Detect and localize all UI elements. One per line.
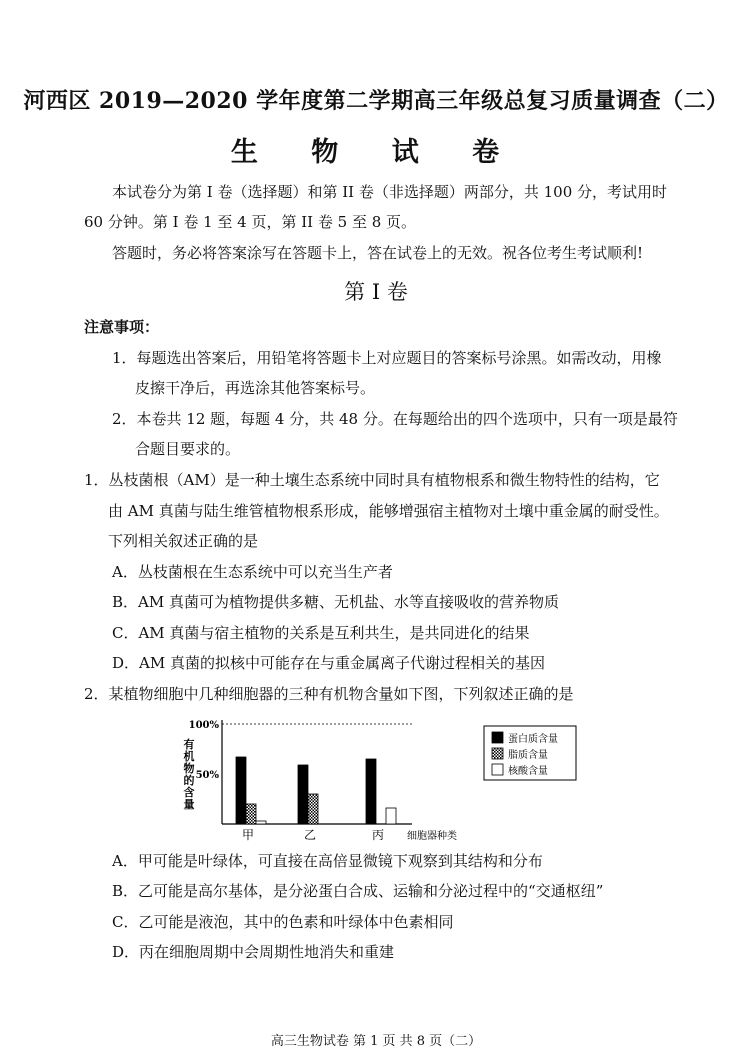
y-axis-label-char: 的	[183, 774, 195, 787]
exam-title: 河西区 2019—2020 学年度第二学期高三年级总复习质量调查（二）	[23, 88, 729, 114]
q1-stem-line-1: 1．丛枝菌根（AM）是一种土壤生态系统中同时具有植物根系和微生物特性的结构，它	[84, 471, 660, 489]
bar-甲-脂质含量	[246, 804, 256, 824]
y-axis-label-char: 含	[183, 786, 195, 799]
bar-丙-核酸含量	[386, 808, 396, 824]
notes-heading: 注意事项：	[84, 318, 160, 336]
legend-swatch	[492, 764, 503, 775]
q1-stem-line-2: 由 AM 真菌与陆生维管植物根系形成，能够增强宿主植物对土壤中重金属的耐受性。	[108, 502, 669, 520]
intro-line-2: 60 分钟。第 I 卷 1 至 4 页，第 II 卷 5 至 8 页。	[84, 213, 417, 231]
bar-甲-核酸含量	[256, 821, 266, 824]
bar-乙-蛋白质含量	[298, 765, 308, 824]
q2-option-b: B．乙可能是高尔基体，是分泌蛋白合成、运输和分泌过程中的“交通枢纽”	[112, 882, 604, 900]
note-2-line-2: 合题目要求的。	[135, 440, 241, 458]
q2-option-d: D．丙在细胞周期中会周期性地消失和重建	[112, 943, 395, 961]
intro-line-3: 答题时，务必将答案涂写在答题卡上，答在试卷上的无效。祝各位考生考试顺利!	[112, 244, 644, 262]
legend-swatch	[492, 748, 503, 759]
organelle-content-chart	[170, 712, 590, 846]
exam-subtitle: 生 物 试 卷	[230, 137, 522, 168]
legend-label: 蛋白质含量	[508, 734, 558, 745]
x-tick-label: 乙	[303, 828, 317, 842]
q2-option-c: C．乙可能是液泡，其中的色素和叶绿体中色素相同	[112, 913, 454, 931]
note-2-line-1: 2．本卷共 12 题，每题 4 分，共 48 分。在每题给出的四个选项中，只有一项是最符	[112, 410, 678, 428]
q1-option-d: D．AM 真菌的拟核中可能存在与重金属离子代谢过程相关的基因	[112, 654, 545, 672]
q1-stem-line-3: 下列相关叙述正确的是	[108, 532, 259, 550]
note-1-line-1: 1．每题选出答案后，用铅笔将答题卡上对应题目的答案标号涂黑。如需改动，用橡	[112, 349, 662, 367]
legend-swatch	[492, 732, 503, 743]
q2-option-a: A．甲可能是叶绿体，可直接在高倍显微镜下观察到其结构和分布	[112, 852, 543, 870]
page-footer: 高三生物试卷 第 1 页 共 8 页（二）	[270, 1034, 482, 1049]
q2-stem: 2．某植物细胞中几种细胞器的三种有机物含量如下图，下列叙述正确的是	[84, 685, 574, 703]
volume-title: 第 I 卷	[344, 280, 408, 304]
bar-丙-蛋白质含量	[366, 759, 376, 824]
y-axis-label-char: 有	[183, 738, 195, 751]
y-axis-label-char: 机	[183, 750, 195, 763]
y-tick-label: 50%	[195, 770, 219, 781]
x-tick-label: 丙	[371, 828, 385, 842]
intro-line-1: 本试卷分为第 I 卷（选择题）和第 II 卷（非选择题）两部分，共 100 分，考试用时	[112, 183, 668, 201]
x-tick-label: 甲	[241, 828, 255, 842]
legend-label: 核酸含量	[508, 766, 548, 777]
y-tick-label: 100%	[188, 720, 219, 731]
q1-option-b: B．AM 真菌可为植物提供多糖、无机盐、水等直接吸收的营养物质	[112, 593, 559, 611]
legend-label: 脂质含量	[508, 750, 548, 761]
bar-甲-蛋白质含量	[236, 757, 246, 824]
q1-option-c: C．AM 真菌与宿主植物的关系是互利共生，是共同进化的结果	[112, 624, 530, 642]
y-axis-label-char: 量	[183, 798, 195, 811]
note-1-line-2: 皮擦干净后，再选涂其他答案标号。	[135, 379, 376, 397]
q1-option-a: A．丛枝菌根在生态系统中可以充当生产者	[112, 563, 393, 581]
bar-乙-脂质含量	[308, 794, 318, 824]
y-axis-label-char: 物	[183, 762, 195, 775]
x-axis-label: 细胞器种类	[407, 831, 457, 842]
